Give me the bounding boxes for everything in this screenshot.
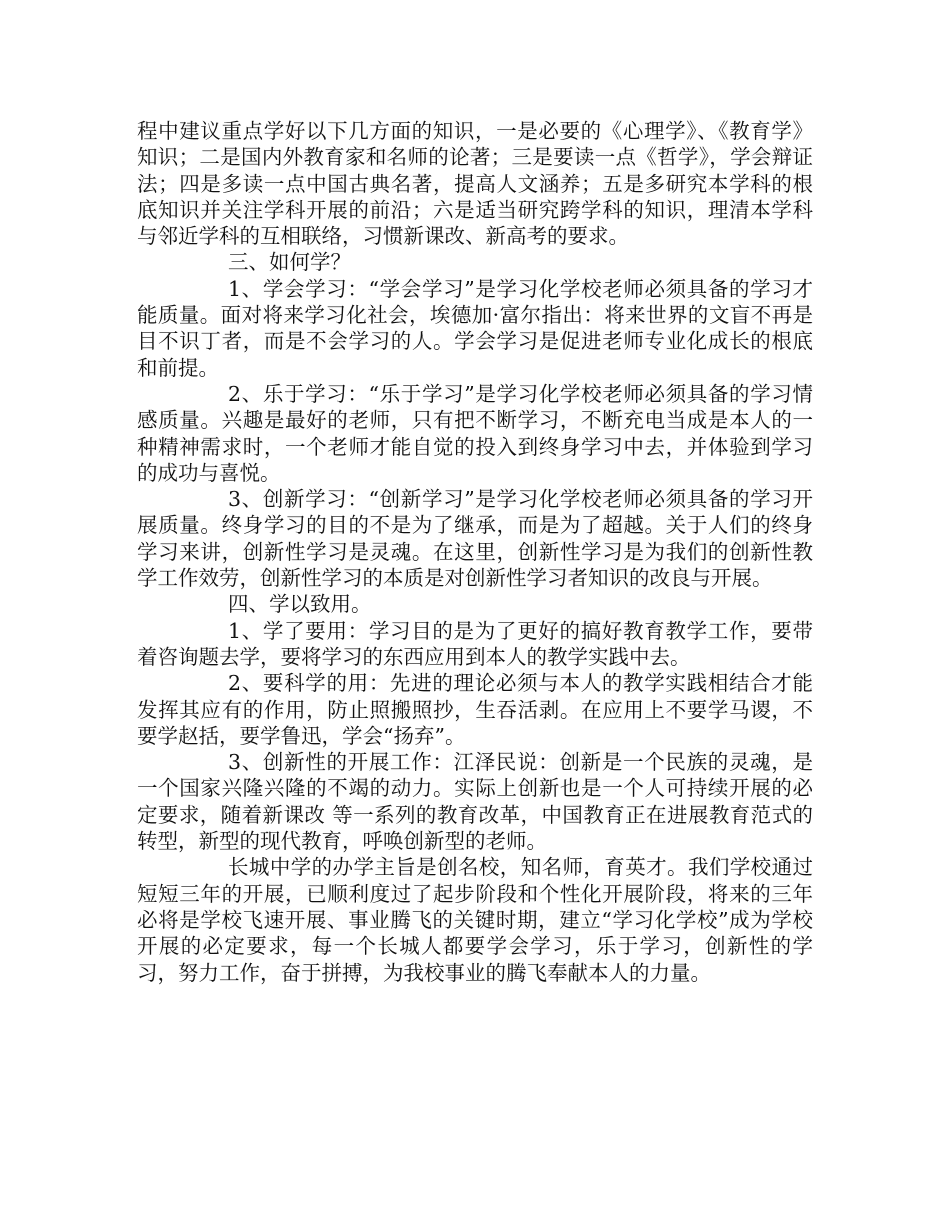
paragraph-innovative-work: 3、创新性的开展工作：江泽民说：创新是一个民族的灵魂，是一个国家兴隆兴隆的不竭的动力。实际上创新也是一个人可持续开展的必定要求，随着新课改 等一系列的教育改革，中国教育正在进展教育范式的转型，新型的现代教育，呼唤创新型的老师。 — [137, 750, 813, 854]
paragraph-school-mission: 长城中学的办学主旨是创名校，知名师，育英才。我们学校通过短短三年的开展，已顺利度过了起步阶段和个性化开展阶段，将来的三年必将是学校飞速开展、事业腾飞的关键时期，建立“学习化学校”成为学校开展的必定要求，每一个长城人都要学会学习，乐于学习，创新性的学习，努力工作，奋于拼搏，为我校事业的腾飞奉献本人的力量。 — [137, 855, 813, 985]
paragraph-enjoy-learning: 2、乐于学习：“乐于学习”是学习化学校老师必须具备的学习情感质量。兴趣是最好的老师，只有把不断学习，不断充电当成是本人的一种精神需求时，一个老师才能自觉的投入到终身学习中去，并体验到学习的成功与喜悦。 — [137, 381, 813, 485]
paragraph-learn-to-use: 1、学了要用：学习目的是为了更好的搞好教育教学工作，要带着咨询题去学，要将学习的东西应用到本人的教学实践中去。 — [137, 618, 813, 669]
paragraph-innovative-learning: 3、创新学习：“创新学习”是学习化学校老师必须具备的学习开展质量。终身学习的目的不是为了继承，而是为了超越。关于人们的终身学习来讲，创新性学习是灵魂。在这里，创新性学习是为我们的创新性教学工作效劳，创新性学习的本质是对创新性学习者知识的改良与开展。 — [137, 487, 813, 591]
section-heading-how-to-learn: 三、如何学？ — [228, 250, 351, 275]
section-heading-apply-learning: 四、学以致用。 — [228, 592, 372, 617]
paragraph-use-scientifically: 2、要科学的用：先进的理论必须与本人的教学实践相结合才能发挥其应有的作用，防止照搬照抄，生吞活剥。在应用上不要学马谡，不要学赵括，要学鲁迅，学会“扬弃”。 — [137, 671, 813, 748]
document-body — [137, 118, 813, 986]
paragraph-continuation: 程中建议重点学好以下几方面的知识，一是必要的《心理学》、《教育学》知识；二是国内外教育家和名师的论著；三是要读一点《哲学》，学会辩证法；四是多读一点中国古典名著，提高人文涵养；五是多研究本学科的根底知识并关注学科开展的前沿；六是适当研究跨学科的知识，理清本学科与邻近学科的互相联络，习惯新课改、新高考的要求。 — [137, 119, 813, 249]
paragraph-learn-to-learn: 1、学会学习：“学会学习”是学习化学校老师必须具备的学习才能质量。面对将来学习化社会，埃德加·富尔指出：将来世界的文盲不再是目不识丁者，而是不会学习的人。学会学习是促进老师专业化成长的根底和前提。 — [137, 276, 813, 380]
